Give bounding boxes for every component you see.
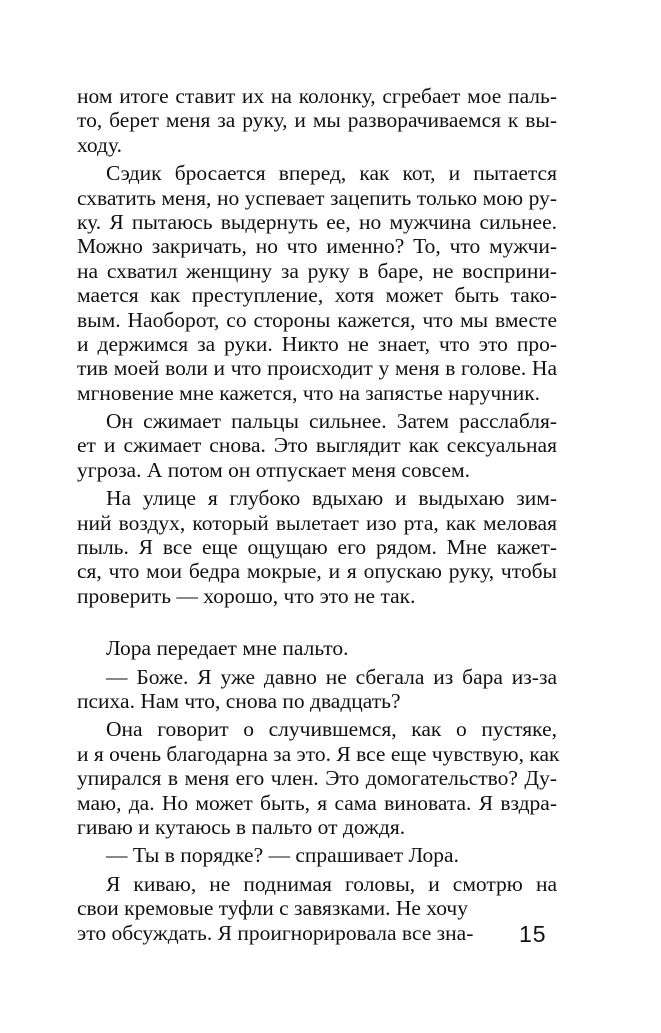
text-line: ходу. <box>77 132 122 157</box>
text-line: ет и сжимает снова. Это выглядит как сексуальная <box>77 433 557 458</box>
text-line: и я очень благодарна за это. Я все еще чувствую, как <box>77 741 560 766</box>
text-line: схватить меня, но успевает зацепить только мою ру- <box>77 185 557 210</box>
text-line: то, берет меня за руку, и мы разворачиваемся к вы- <box>77 108 557 133</box>
text-line: — Боже. Я уже давно не сбегала из бара из-за <box>106 664 557 689</box>
text-line: ном итоге ставит их на колонку, сгребает мое паль- <box>77 84 557 108</box>
text-line: мается как преступление, хотя может быть тако- <box>77 283 557 308</box>
text-line: ся, что мои бедра мокрые, и я опускаю руку, чтобы <box>77 559 557 584</box>
body-text <box>77 84 560 945</box>
text-line: упирался в меня его член. Это домогательство? Ду- <box>77 766 557 791</box>
text-line: ний воздух, который вылетает изо рта, как меловая <box>77 510 557 535</box>
text-line: Он сжимает пальцы сильнее. Затем расслабля- <box>106 409 557 434</box>
text-line: тив моей воли и что происходит у меня в голове. На <box>77 356 557 381</box>
text-line: Я киваю, не поднимая головы, и смотрю на <box>106 871 557 896</box>
text-line: это обсуждать. Я проигнорировала все зна- <box>77 920 474 945</box>
text-line: На улице я глубоко вдыхаю и выдыхаю зим- <box>106 486 557 511</box>
text-line: Она говорит о случившемся, как о пустяке, <box>106 717 557 742</box>
page-number: 15 <box>519 921 547 947</box>
text-line: гиваю и кутаюсь в пальто от дождя. <box>77 814 406 839</box>
text-line: — Ты в порядке? — спрашивает Лора. <box>106 843 459 868</box>
text-line: вым. Наоборот, со стороны кажется, что мы вместе <box>77 307 557 332</box>
text-line: на схватил женщину за руку в баре, не восприни- <box>77 258 557 283</box>
text-line: пыль. Я все еще ощущаю его рядом. Мне кажет- <box>77 535 557 560</box>
text-line: свои кремовые туфли с завязками. Не хочу <box>77 896 468 921</box>
text-line: маю, да. Но может быть, я сама виновата. Я вздра- <box>77 790 557 815</box>
text-line: психа. Нам что, снова по двадцать? <box>77 688 401 713</box>
text-line: Можно закричать, но что именно? То, что мужчи- <box>77 234 557 259</box>
text-line: проверить — хорошо, что это не так. <box>77 583 416 608</box>
text-line: Сэдик бросается вперед, как кот, и пытается <box>106 161 557 186</box>
text-line: и держимся за руки. Никто не знает, что это про- <box>77 331 557 356</box>
text-line: ку. Я пытаюсь выдернуть ее, но мужчина сильнее. <box>77 209 557 234</box>
text-line: угроза. А потом он отпускает меня совсем. <box>77 457 470 482</box>
text-line: Лора передает мне пальто. <box>106 636 349 661</box>
text-line: мгновение мне кажется, что на запястье наручник. <box>77 380 541 405</box>
